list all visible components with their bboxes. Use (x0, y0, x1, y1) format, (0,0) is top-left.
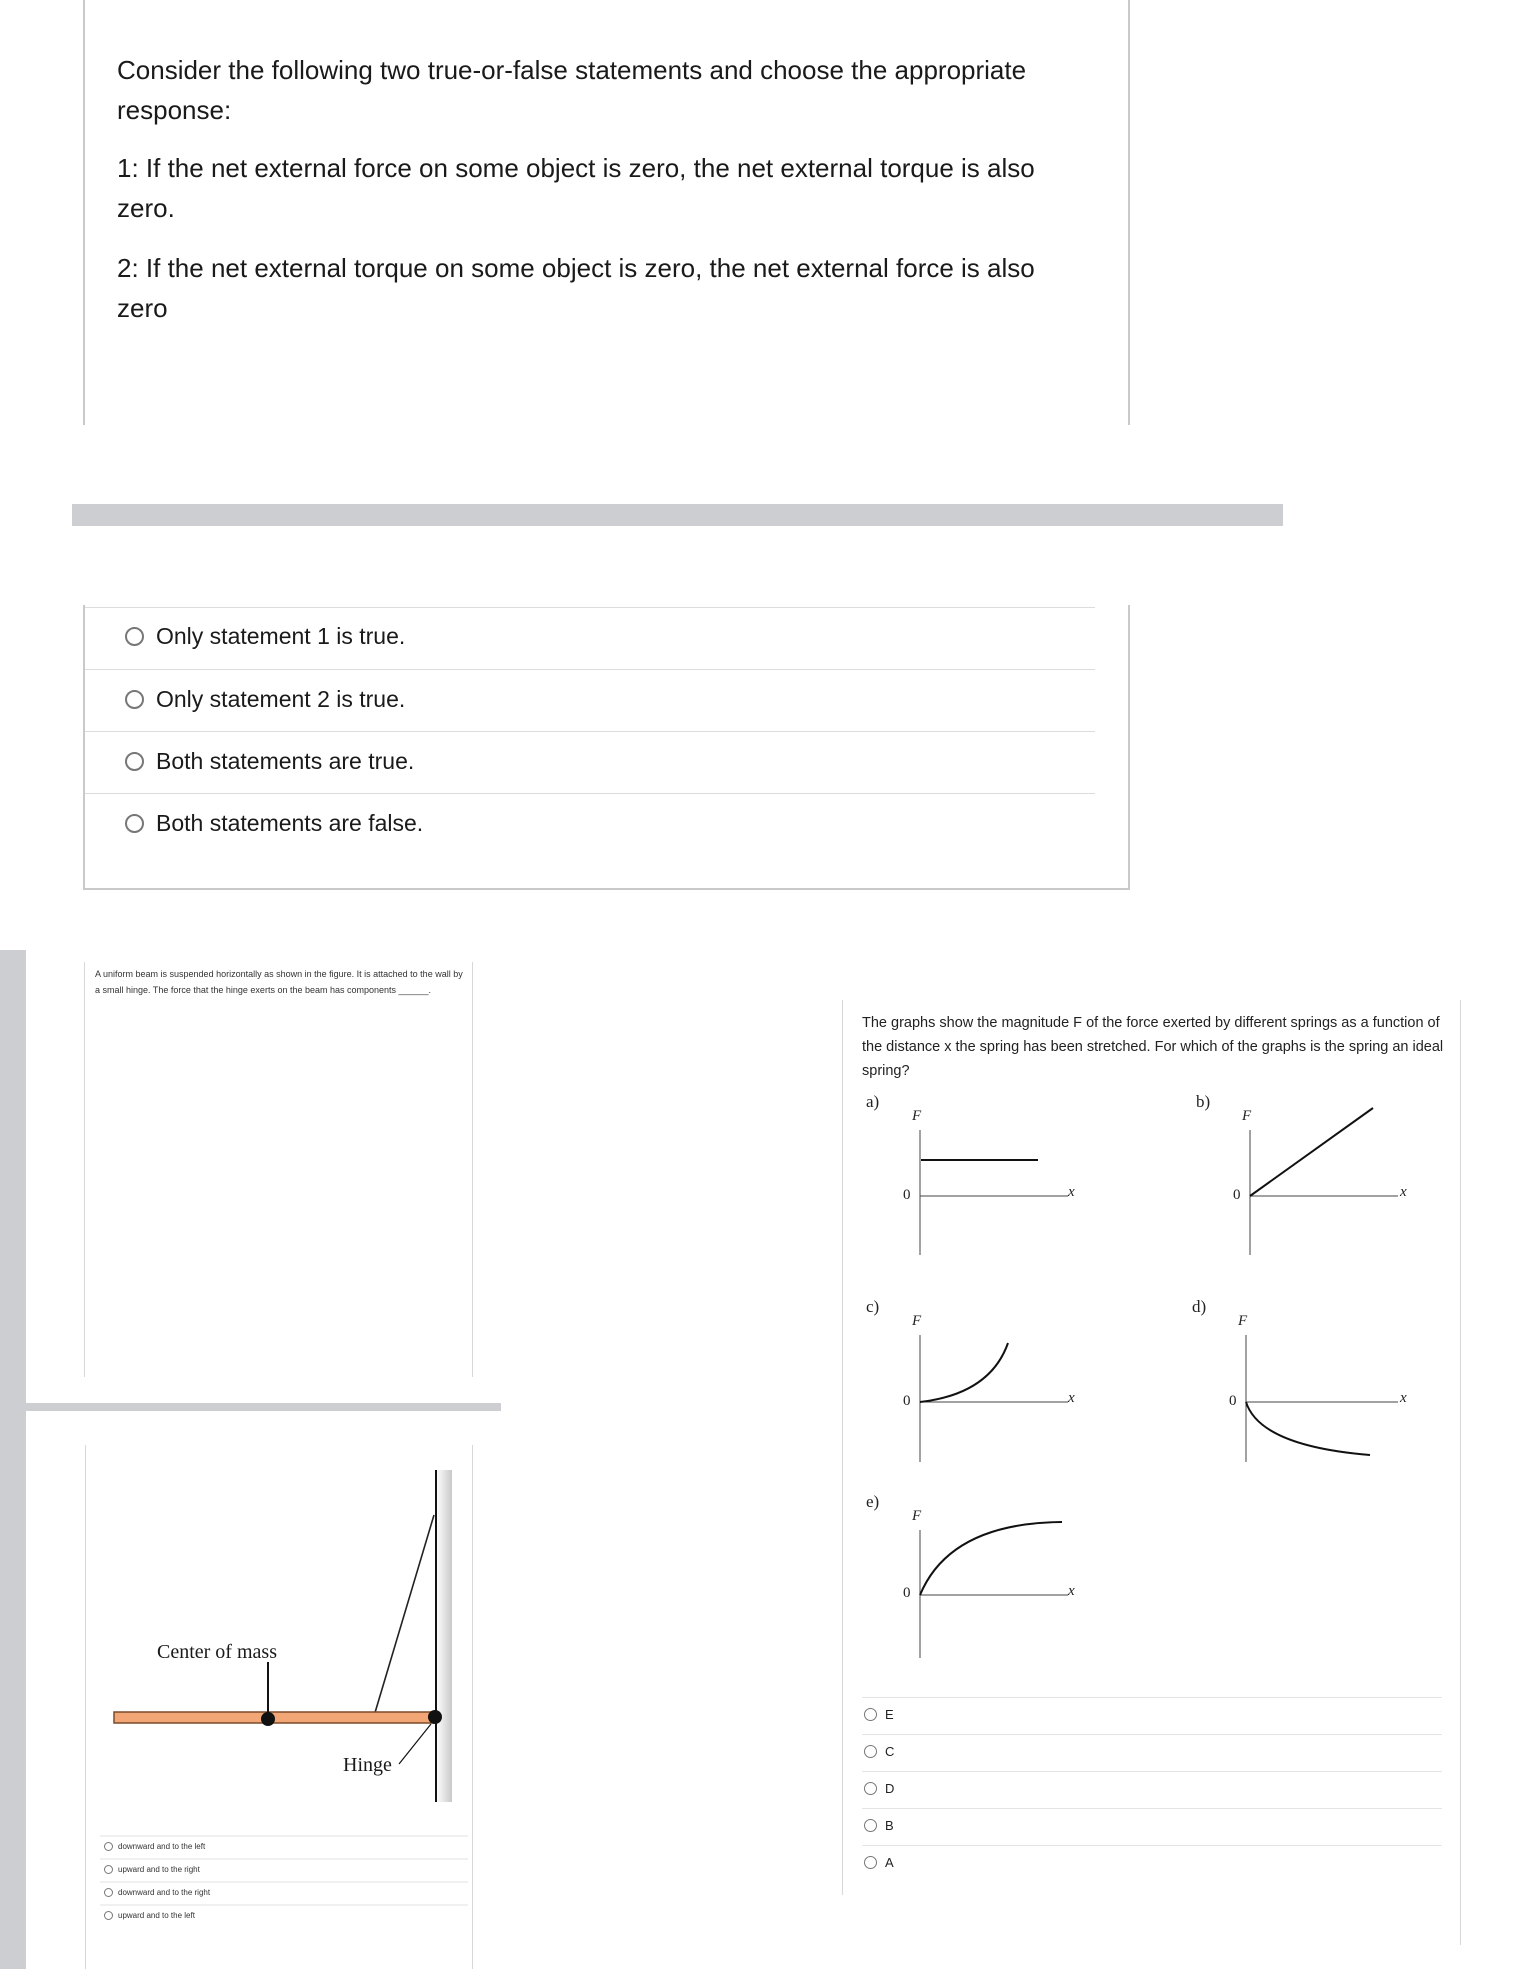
graph-e-curve (920, 1522, 1062, 1595)
q3-option[interactable] (864, 1818, 894, 1833)
center-of-mass-dot (261, 1712, 275, 1726)
hinge-dot (428, 1710, 442, 1724)
q1-option-label: Only statement 2 is true. (156, 686, 406, 712)
radio-button[interactable] (864, 1782, 877, 1795)
radio-button[interactable] (864, 1819, 877, 1832)
q2-option-label: upward and to the right (118, 1865, 200, 1874)
graph-e-x-label: x (1068, 1583, 1075, 1599)
spring-card-right-border (1460, 1000, 1461, 1945)
graph-b-curve (1250, 1108, 1373, 1196)
q3-option-divider (862, 1808, 1442, 1809)
q1-option-label: Both statements are false. (156, 810, 424, 836)
q3-option[interactable] (864, 1781, 894, 1796)
q3-option-divider (862, 1845, 1442, 1846)
graph-d-curve (1246, 1402, 1370, 1455)
q3-option-divider (862, 1697, 1442, 1698)
graph-d-label: d) (1192, 1297, 1207, 1316)
graph-d-x-label: x (1400, 1390, 1407, 1406)
radio-button[interactable] (104, 1842, 113, 1851)
graph-d-zero-label: 0 (1229, 1393, 1237, 1409)
graph-b-label: b) (1196, 1092, 1211, 1111)
graph-b-x-label: x (1400, 1184, 1407, 1200)
graph-c-f-label: F (912, 1313, 922, 1329)
q3-option-label: C (885, 1744, 895, 1759)
q2-option[interactable] (104, 1888, 210, 1897)
graph-c-zero-label: 0 (903, 1393, 911, 1409)
radio-button[interactable] (864, 1708, 877, 1721)
q3-option-label: E (885, 1707, 894, 1722)
q3-option-label: D (885, 1781, 895, 1796)
graph-a-x-label: x (1068, 1184, 1075, 1200)
hinge-label: Hinge (343, 1754, 392, 1776)
graph-b-f-label: F (1242, 1108, 1252, 1124)
card2-right-border (1128, 605, 1130, 890)
q2-option[interactable] (104, 1911, 195, 1920)
q2-option-label: upward and to the left (118, 1911, 195, 1920)
q1-statement-1: 1: If the net external force on some object is zero, the net external torque is also zero. (117, 153, 1035, 223)
graph-a-label: a) (866, 1092, 880, 1111)
q3-option[interactable] (864, 1744, 894, 1759)
support-cable (374, 1515, 434, 1716)
graph-e-f-label: F (912, 1508, 922, 1524)
q2-option[interactable] (104, 1842, 205, 1851)
center-of-mass-label: Center of mass (157, 1641, 277, 1663)
hinge-pointer (399, 1724, 431, 1764)
q3-option-label: A (885, 1855, 894, 1870)
graph-a-f-label: F (912, 1108, 922, 1124)
radio-button[interactable] (864, 1745, 877, 1758)
beam-figure (0, 0, 520, 1969)
wall (436, 1470, 452, 1802)
q1-option-label: Only statement 1 is true. (156, 623, 406, 649)
graph-d-f-label: F (1238, 1313, 1248, 1329)
q3-option-divider (862, 1771, 1442, 1772)
q2-option-label: downward and to the left (118, 1842, 206, 1851)
spring-graphs (840, 1080, 1460, 1680)
card1-right-border (1128, 0, 1130, 425)
q1-prompt: Consider the following two true-or-false statements and choose the appropriate response: (117, 55, 1027, 125)
q3-option-label: B (885, 1818, 894, 1833)
q1-option-label: Both statements are true. (156, 748, 415, 774)
graph-c-label: c) (866, 1297, 880, 1316)
radio-button[interactable] (864, 1856, 877, 1869)
q1-statement-2: 2: If the net external torque on some object is zero, the net external force is also zero (117, 253, 1035, 323)
q2-option-label: downward and to the right (118, 1888, 211, 1897)
radio-button[interactable] (104, 1911, 113, 1920)
graph-e-zero-label: 0 (903, 1585, 911, 1601)
graph-b-zero-label: 0 (1233, 1187, 1241, 1203)
graph-c-x-label: x (1068, 1390, 1075, 1406)
graph-c-curve (920, 1343, 1008, 1402)
beam (114, 1712, 436, 1723)
graph-e-label: e) (866, 1492, 880, 1511)
q3-prompt: The graphs show the magnitude F of the force exerted by different springs as a function of the distance x the spring has been stretched. For which of the graphs is the spring an ideal spring? (862, 1015, 1444, 1079)
graph-a-zero-label: 0 (903, 1187, 911, 1203)
radio-button[interactable] (104, 1865, 113, 1874)
radio-button[interactable] (104, 1888, 113, 1897)
q3-option[interactable] (864, 1707, 894, 1722)
q2-prompt: A uniform beam is suspended horizontally as shown in the figure. It is attached to the wall by a small hinge. The force that the hinge exerts on the beam has components ______. (95, 969, 463, 995)
q2-option[interactable] (104, 1865, 200, 1874)
q3-option-divider (862, 1734, 1442, 1735)
q3-option[interactable] (864, 1855, 894, 1870)
